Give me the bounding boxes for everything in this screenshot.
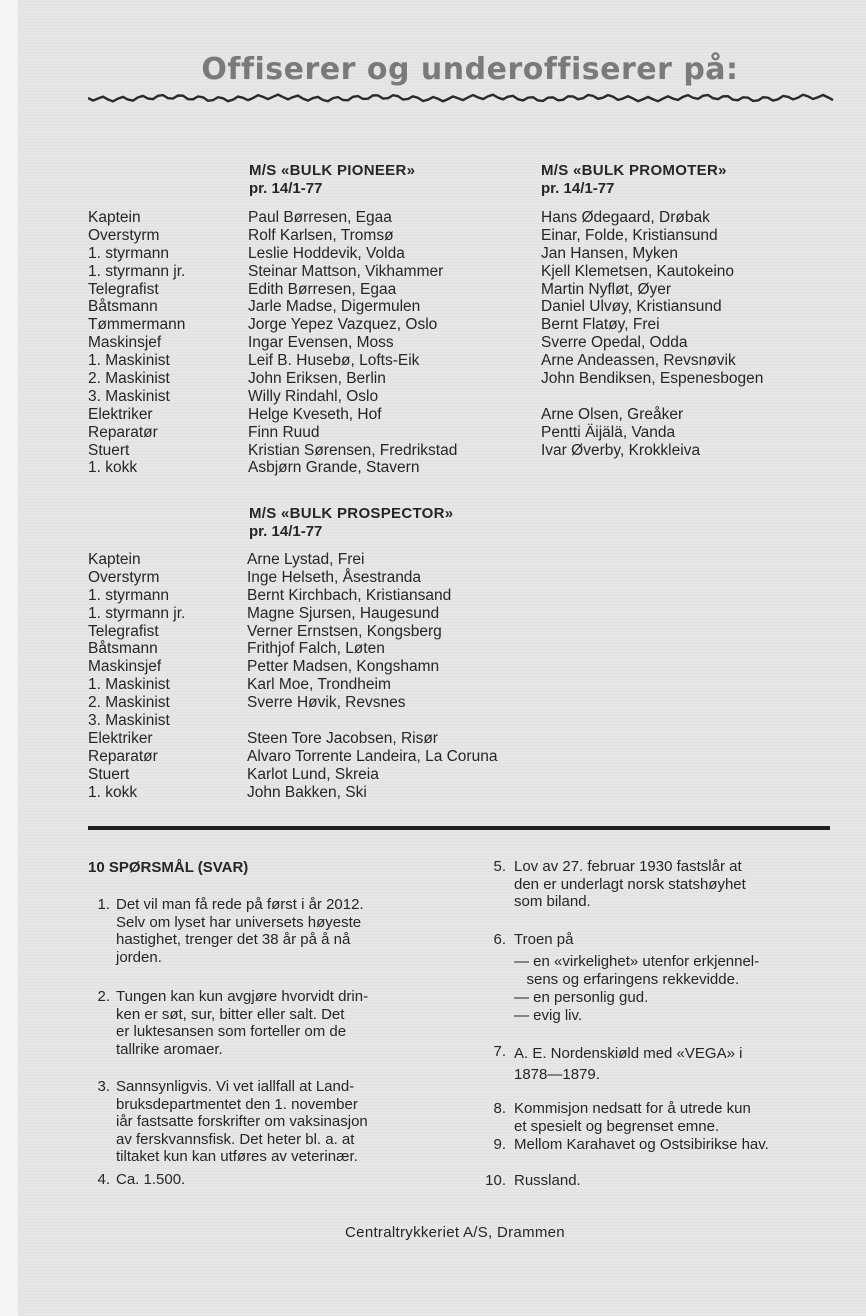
role-label: 2. Maskinist — [88, 694, 170, 712]
role-label: Tømmermann — [88, 316, 186, 334]
section-divider — [88, 826, 830, 830]
crew-entry: Inge Helseth, Åsestranda — [247, 568, 422, 586]
qa-number: 8. — [493, 1100, 506, 1117]
crew-entry: Leif B. Husebø, Lofts-Eik — [248, 352, 420, 370]
role-label: Overstyrm — [88, 226, 160, 244]
crew-entry: Helge Kveseth, Hof — [248, 405, 382, 423]
role-label: Elektriker — [88, 729, 153, 747]
role-label: Kaptein — [88, 209, 141, 226]
qa-text: Sannsynligvis. Vi vet iallfall at Land- bruksdepartmentet den 1. november iår fastsatte forskrifter om vaksinasjon av ferskvannsfisk. Det heter bl. a. at tiltaket kun kan utføres av veterinær. — [116, 1078, 368, 1165]
crew-entry: Steinar Mattson, Vikhammer — [248, 262, 444, 280]
crew-entry: John Bakken, Ski — [247, 783, 367, 801]
crew-entry: Karlot Lund, Skreia — [247, 765, 379, 783]
crew-entry: Arne Olsen, Greåker — [541, 405, 684, 423]
role-label: 1. Maskinist — [88, 676, 170, 694]
crew-list-promoter — [541, 209, 763, 459]
crew-entry: Hans Ødegaard, Drøbak — [541, 209, 710, 226]
qa-text: Tungen kan kun avgjøre hvorvidt drin- ken er søt, sur, bitter eller salt. Det er luktesansen som forteller om de tallrike aromaer. — [116, 988, 369, 1058]
qa-heading: 10 SPØRSMÅL (SVAR) — [88, 859, 249, 876]
crew-entry: Daniel Ulvøy, Kristiansund — [541, 298, 722, 316]
crew-entry: Kjell Klemetsen, Kautokeino — [541, 262, 735, 280]
printer-footer: Centraltrykkeriet A/S, Drammen — [345, 1224, 565, 1241]
qa-text: Kommisjon nedsatt for å utrede kun et spesielt og begrenset emne. — [514, 1100, 751, 1135]
ship-name-promoter: M/S «BULK PROMOTER» — [541, 162, 727, 179]
ship-date-prospector: pr. 14/1-77 — [249, 523, 323, 540]
crew-entry: Sverre Opedal, Odda — [541, 334, 688, 352]
crew-entry: Verner Ernstsen, Kongsberg — [247, 622, 442, 640]
crew-entry: Rolf Karlsen, Tromsø — [248, 226, 394, 244]
role-label: Telegrafist — [88, 622, 159, 640]
qa-number: 5. — [493, 858, 506, 875]
qa-number: 2. — [97, 988, 110, 1005]
qa-subitem: — en «virkelighet» utenfor erkjennel- sens og erfaringens rekkevidde. — [514, 953, 760, 988]
crew-entry: Frithjof Falch, Løten — [247, 640, 385, 658]
role-label: Maskinsjef — [88, 334, 162, 352]
crew-entry: Jan Hansen, Myken — [541, 244, 678, 262]
page-title: Offiserer og underoffiserer på: — [201, 52, 739, 87]
crew-entry: Arne Andeassen, Revsnøvik — [541, 352, 736, 370]
qa-subitem: — evig liv. — [514, 1007, 583, 1024]
crew-entry: Edith Børresen, Egaa — [248, 280, 397, 298]
role-label: Telegrafist — [88, 280, 159, 298]
role-label: 1. styrmann — [88, 244, 169, 262]
crew-entry: Sverre Høvik, Revsnes — [247, 694, 406, 712]
crew-entry: Magne Sjursen, Haugesund — [247, 604, 440, 622]
crew-entry: Paul Børresen, Egaa — [248, 209, 392, 226]
role-label: Reparatør — [88, 423, 158, 441]
crew-entry: Finn Ruud — [248, 423, 320, 441]
qa-number: 9. — [493, 1136, 506, 1153]
ship-name-prospector: M/S «BULK PROSPECTOR» — [249, 505, 454, 522]
crew-entry: Pentti Äijälä, Vanda — [541, 423, 676, 441]
title-underline-ornament — [88, 92, 836, 104]
qa-text: Det vil man få rede på først i år 2012. Selv om lyset har universets høyeste hastighet, trenger det 38 år på å nå jorden. — [116, 896, 364, 966]
crew-entry: Bernt Kirchbach, Kristiansand — [247, 586, 452, 604]
role-label: 3. Maskinist — [88, 712, 170, 730]
qa-number: 10. — [485, 1172, 506, 1189]
crew-entry: John Eriksen, Berlin — [248, 370, 386, 388]
crew-list-prospector — [247, 551, 497, 801]
crew-entry: Ivar Øverby, Krokkleiva — [541, 441, 701, 459]
qa-text: Lov av 27. februar 1930 fastslår at den er underlagt norsk statshøyhet som biland. — [514, 858, 746, 910]
qa-text: Troen på — [514, 931, 574, 948]
qa-text: A. E. Nordenskiøld med «VEGA» i 1878—1879. — [514, 1045, 743, 1083]
qa-number: 1. — [97, 896, 110, 913]
crew-list-pioneer — [248, 209, 457, 477]
role-label: 1. styrmann — [88, 586, 169, 604]
role-label: 2. Maskinist — [88, 370, 170, 388]
ship-name-pioneer: M/S «BULK PIONEER» — [249, 162, 416, 179]
role-label: Kaptein — [88, 551, 141, 568]
ship-date-promoter: pr. 14/1-77 — [541, 180, 615, 197]
role-label: 1. styrmann jr. — [88, 604, 186, 622]
crew-entry: Leslie Hoddevik, Volda — [248, 244, 405, 262]
role-label: Båtsmann — [88, 298, 158, 316]
qa-text: Mellom Karahavet og Ostsibirikse hav. — [514, 1136, 769, 1153]
role-label: 1. kokk — [88, 459, 138, 477]
crew-entry: Arne Lystad, Frei — [247, 551, 365, 568]
crew-entry: Willy Rindahl, Oslo — [248, 387, 379, 405]
crew-entry: Bernt Flatøy, Frei — [541, 316, 660, 334]
role-label: Båtsmann — [88, 640, 158, 658]
crew-entry: Jorge Yepez Vazquez, Oslo — [248, 316, 438, 334]
role-label: Overstyrm — [88, 568, 160, 586]
role-label: Elektriker — [88, 405, 153, 423]
crew-entry: Asbjørn Grande, Stavern — [248, 459, 420, 477]
ship-date-pioneer: pr. 14/1-77 — [249, 180, 323, 197]
roles-list-prospector — [88, 551, 185, 801]
qa-subitem: — en personlig gud. — [514, 989, 649, 1006]
crew-entry: Ingar Evensen, Moss — [248, 334, 394, 352]
qa-number: 7. — [493, 1043, 506, 1060]
role-label: 1. kokk — [88, 783, 138, 801]
crew-entry: Jarle Madse, Digermulen — [248, 298, 421, 316]
crew-entry: Martin Nyfløt, Øyer — [541, 280, 672, 298]
crew-entry: John Bendiksen, Espenesbogen — [541, 370, 764, 388]
role-label: 3. Maskinist — [88, 387, 170, 405]
crew-entry: Kristian Sørensen, Fredrikstad — [248, 441, 458, 459]
role-label: Stuert — [88, 765, 130, 783]
roles-list-pioneer — [88, 209, 185, 477]
scan-edge — [0, 0, 18, 1316]
role-label: Reparatør — [88, 747, 158, 765]
crew-entry: Steen Tore Jacobsen, Risør — [247, 729, 438, 747]
qa-number: 4. — [97, 1171, 110, 1188]
role-label: Maskinsjef — [88, 658, 162, 676]
qa-text: Russland. — [514, 1172, 581, 1189]
crew-entry: Alvaro Torrente Landeira, La Coruna — [247, 747, 498, 765]
qa-text: Ca. 1.500. — [116, 1171, 186, 1188]
role-label: Stuert — [88, 441, 130, 459]
crew-entry: Petter Madsen, Kongshamn — [247, 658, 440, 676]
qa-number: 3. — [97, 1078, 110, 1095]
qa-number: 6. — [493, 931, 506, 948]
crew-entry: Karl Moe, Trondheim — [247, 676, 391, 694]
role-label: 1. styrmann jr. — [88, 262, 186, 280]
role-label: 1. Maskinist — [88, 352, 170, 370]
crew-entry: Einar, Folde, Kristiansund — [541, 226, 718, 244]
